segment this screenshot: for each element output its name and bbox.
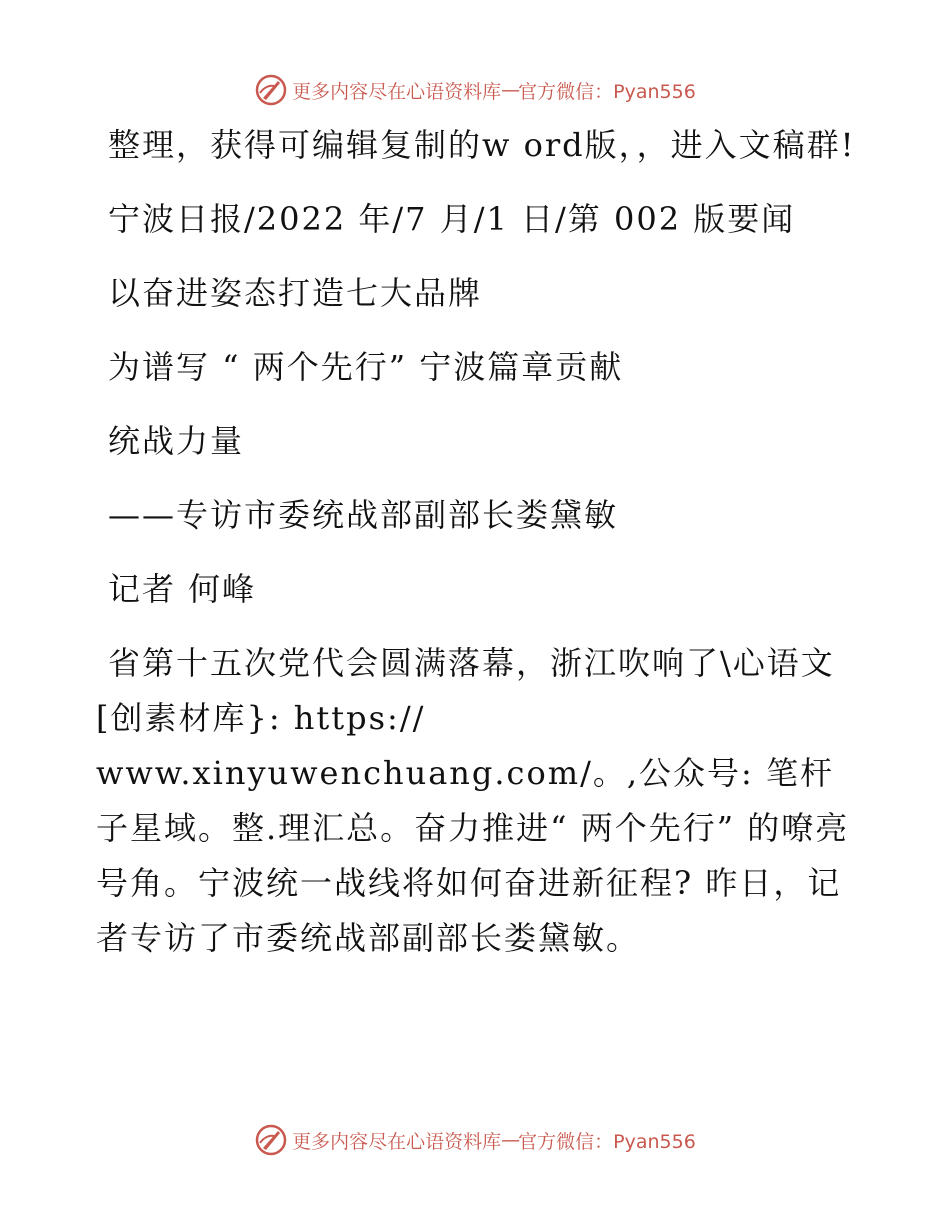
- document-body: [96, 118, 856, 985]
- banner-text: 更多内容尽在心语资料库: [292, 1130, 502, 1153]
- headline-line-2: 为谱写 “ 两个先行” 宁波篇章贡献: [108, 348, 624, 386]
- source-line: 宁波日报/2022 年/7 月/1 日/第 002 版要闻: [108, 200, 796, 238]
- intro-paragraph: 整理，获得可编辑复制的w ord版，，进入文稿群!: [108, 126, 856, 164]
- subtitle-line: ——专访市委统战部副部长娄黛敏: [108, 496, 619, 534]
- quill-pen-logo-icon: [254, 73, 288, 107]
- body-paragraph-1: 省第十五次党代会圆满落幕，浙江吹响了\心语文[创素材库}: https://: [96, 644, 835, 737]
- banner-wechat: 官方微信：Pyan556: [518, 1130, 696, 1153]
- headline-line-3: 统战力量: [108, 422, 245, 460]
- quill-pen-logo-icon: [254, 1123, 288, 1157]
- byline: 记者 何峰: [108, 570, 257, 608]
- footer-watermark-banner: [0, 1120, 950, 1160]
- banner-text: 更多内容尽在心语资料库: [292, 80, 502, 103]
- headline-line-1: 以奋进姿态打造七大品牌: [108, 274, 483, 312]
- banner-wechat: 官方微信：Pyan556: [518, 80, 696, 103]
- banner-separator: —: [501, 79, 519, 101]
- body-paragraph-2: www.xinyuwenchuang.com/。,公众号: 笔杆子星域。整.理汇总。奋力推进“ 两个先行” 的嘹亮号角。宁波统一战线将如何奋进新征程? 昨日，记者专访了市委统战部副部长娄黛敏。: [96, 754, 850, 957]
- banner-separator: —: [501, 1129, 519, 1151]
- header-watermark-banner: [0, 70, 950, 110]
